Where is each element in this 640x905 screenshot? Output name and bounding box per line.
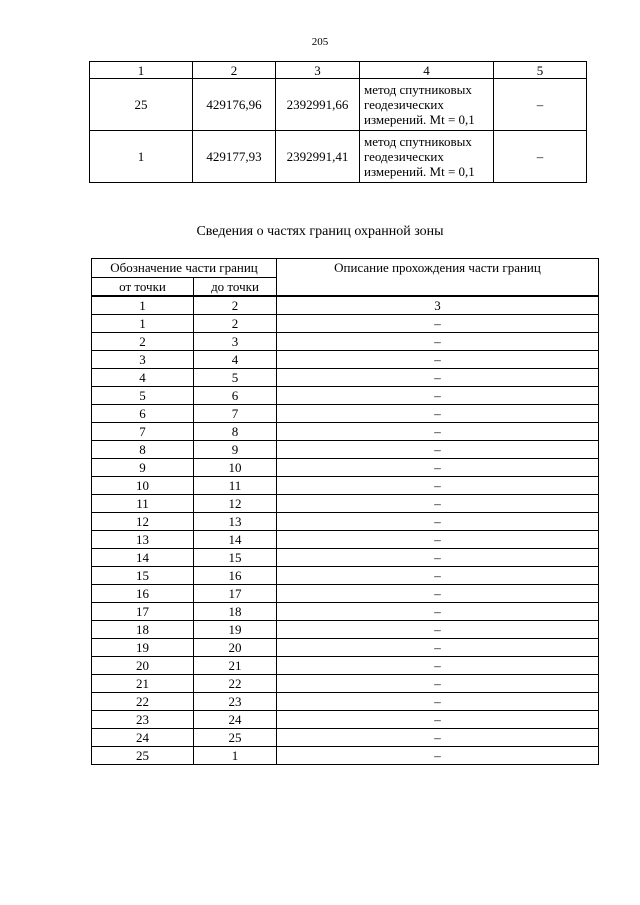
to-point-cell: 11 (194, 477, 277, 495)
point-cell: 1 (90, 131, 193, 183)
y-coordinate-cell: 2392991,66 (276, 79, 360, 131)
description-cell: – (277, 387, 599, 405)
from-point-cell: 17 (92, 603, 194, 621)
description-cell: – (277, 477, 599, 495)
description-cell: – (277, 441, 599, 459)
description-cell: – (277, 693, 599, 711)
to-point-cell: 16 (194, 567, 277, 585)
description-cell: – (277, 333, 599, 351)
description-cell: – (277, 621, 599, 639)
table-row (92, 441, 599, 459)
coordinates-table (89, 61, 587, 183)
table-row (92, 405, 599, 423)
table-row (92, 495, 599, 513)
table-row (92, 675, 599, 693)
to-point-cell: 24 (194, 711, 277, 729)
method-cell (360, 131, 494, 183)
to-point-cell: 10 (194, 459, 277, 477)
from-point-cell: 1 (92, 315, 194, 333)
table-header-row (92, 259, 599, 278)
description-cell: – (277, 351, 599, 369)
to-point-cell: 22 (194, 675, 277, 693)
from-point-cell: 11 (92, 495, 194, 513)
from-point-cell: 13 (92, 531, 194, 549)
from-point-cell: 7 (92, 423, 194, 441)
table-row (92, 333, 599, 351)
header-from-point: от точки (92, 278, 194, 297)
description-cell: – (277, 531, 599, 549)
table-row (92, 531, 599, 549)
from-point-cell: 22 (92, 693, 194, 711)
table-row (92, 315, 599, 333)
table-row (90, 131, 587, 183)
from-point-cell: 25 (92, 747, 194, 765)
page-number: 205 (311, 36, 329, 48)
from-point-cell: 23 (92, 711, 194, 729)
description-cell: – (277, 369, 599, 387)
table-row (92, 603, 599, 621)
description-cell: – (277, 585, 599, 603)
to-point-cell: 3 (194, 333, 277, 351)
to-point-cell: 5 (194, 369, 277, 387)
description-cell: – (277, 657, 599, 675)
to-point-cell: 6 (194, 387, 277, 405)
from-point-cell: 5 (92, 387, 194, 405)
x-coordinate-cell: 429177,93 (193, 131, 276, 183)
from-point-cell: 18 (92, 621, 194, 639)
from-point-cell: 4 (92, 369, 194, 387)
to-point-cell: 8 (194, 423, 277, 441)
table-row (92, 387, 599, 405)
numbering-cell: 2 (194, 296, 277, 315)
header-to-point: до точки (194, 278, 277, 297)
x-coordinate-cell: 429176,96 (193, 79, 276, 131)
method-cell (360, 79, 494, 131)
table-row (92, 423, 599, 441)
to-point-cell: 1 (194, 747, 277, 765)
table-row (92, 477, 599, 495)
to-point-cell: 23 (194, 693, 277, 711)
description-cell: – (277, 729, 599, 747)
numbering-cell: 1 (92, 296, 194, 315)
table-row (92, 585, 599, 603)
header-cell: 2 (193, 62, 276, 79)
table-row (92, 621, 599, 639)
from-point-cell: 20 (92, 657, 194, 675)
table-row (92, 657, 599, 675)
table-row (92, 459, 599, 477)
to-point-cell: 25 (194, 729, 277, 747)
from-point-cell: 21 (92, 675, 194, 693)
from-point-cell: 14 (92, 549, 194, 567)
to-point-cell: 19 (194, 621, 277, 639)
table-row (92, 369, 599, 387)
description-cell: – (277, 315, 599, 333)
description-cell: – (277, 459, 599, 477)
description-cell: – (277, 495, 599, 513)
point-cell: 25 (90, 79, 193, 131)
description-cell: – (277, 423, 599, 441)
table-row (90, 79, 587, 131)
table-row (92, 729, 599, 747)
from-point-cell: 15 (92, 567, 194, 585)
method-line: измерений. Mt = 0,1 (364, 112, 475, 127)
from-point-cell: 10 (92, 477, 194, 495)
method-line: геодезических (364, 149, 444, 164)
table-row (92, 513, 599, 531)
boundary-parts-table (91, 258, 599, 765)
from-point-cell: 8 (92, 441, 194, 459)
table-row (92, 693, 599, 711)
col5-cell: – (494, 79, 587, 131)
table-row (92, 549, 599, 567)
from-point-cell: 12 (92, 513, 194, 531)
description-cell: – (277, 711, 599, 729)
to-point-cell: 13 (194, 513, 277, 531)
description-cell: – (277, 603, 599, 621)
y-coordinate-cell: 2392991,41 (276, 131, 360, 183)
column-numbering-row (92, 296, 599, 315)
description-cell: – (277, 405, 599, 423)
description-cell: – (277, 747, 599, 765)
description-cell: – (277, 567, 599, 585)
method-line: метод спутниковых (364, 134, 472, 149)
col5-cell: – (494, 131, 587, 183)
method-line: геодезических (364, 97, 444, 112)
numbering-cell: 3 (277, 296, 599, 315)
description-cell: – (277, 675, 599, 693)
description-cell: – (277, 549, 599, 567)
header-cell: 5 (494, 62, 587, 79)
to-point-cell: 18 (194, 603, 277, 621)
header-cell: 4 (360, 62, 494, 79)
to-point-cell: 4 (194, 351, 277, 369)
method-line: измерений. Mt = 0,1 (364, 164, 475, 179)
from-point-cell: 19 (92, 639, 194, 657)
to-point-cell: 21 (194, 657, 277, 675)
to-point-cell: 15 (194, 549, 277, 567)
table-row (92, 639, 599, 657)
header-boundary-part: Обозначение части границ (92, 259, 277, 278)
table-row (92, 747, 599, 765)
table-row (92, 351, 599, 369)
table-row (92, 711, 599, 729)
header-cell: 1 (90, 62, 193, 79)
from-point-cell: 16 (92, 585, 194, 603)
to-point-cell: 14 (194, 531, 277, 549)
table-row (92, 567, 599, 585)
from-point-cell: 3 (92, 351, 194, 369)
table-header-row (90, 62, 587, 79)
description-cell: – (277, 513, 599, 531)
to-point-cell: 20 (194, 639, 277, 657)
to-point-cell: 7 (194, 405, 277, 423)
method-line: метод спутниковых (364, 82, 472, 97)
section-title: Сведения о частях границ охранной зоны (196, 224, 444, 239)
to-point-cell: 12 (194, 495, 277, 513)
from-point-cell: 6 (92, 405, 194, 423)
to-point-cell: 17 (194, 585, 277, 603)
to-point-cell: 2 (194, 315, 277, 333)
header-description: Описание прохождения части границ (277, 259, 599, 297)
description-cell: – (277, 639, 599, 657)
from-point-cell: 9 (92, 459, 194, 477)
header-cell: 3 (276, 62, 360, 79)
from-point-cell: 24 (92, 729, 194, 747)
from-point-cell: 2 (92, 333, 194, 351)
to-point-cell: 9 (194, 441, 277, 459)
